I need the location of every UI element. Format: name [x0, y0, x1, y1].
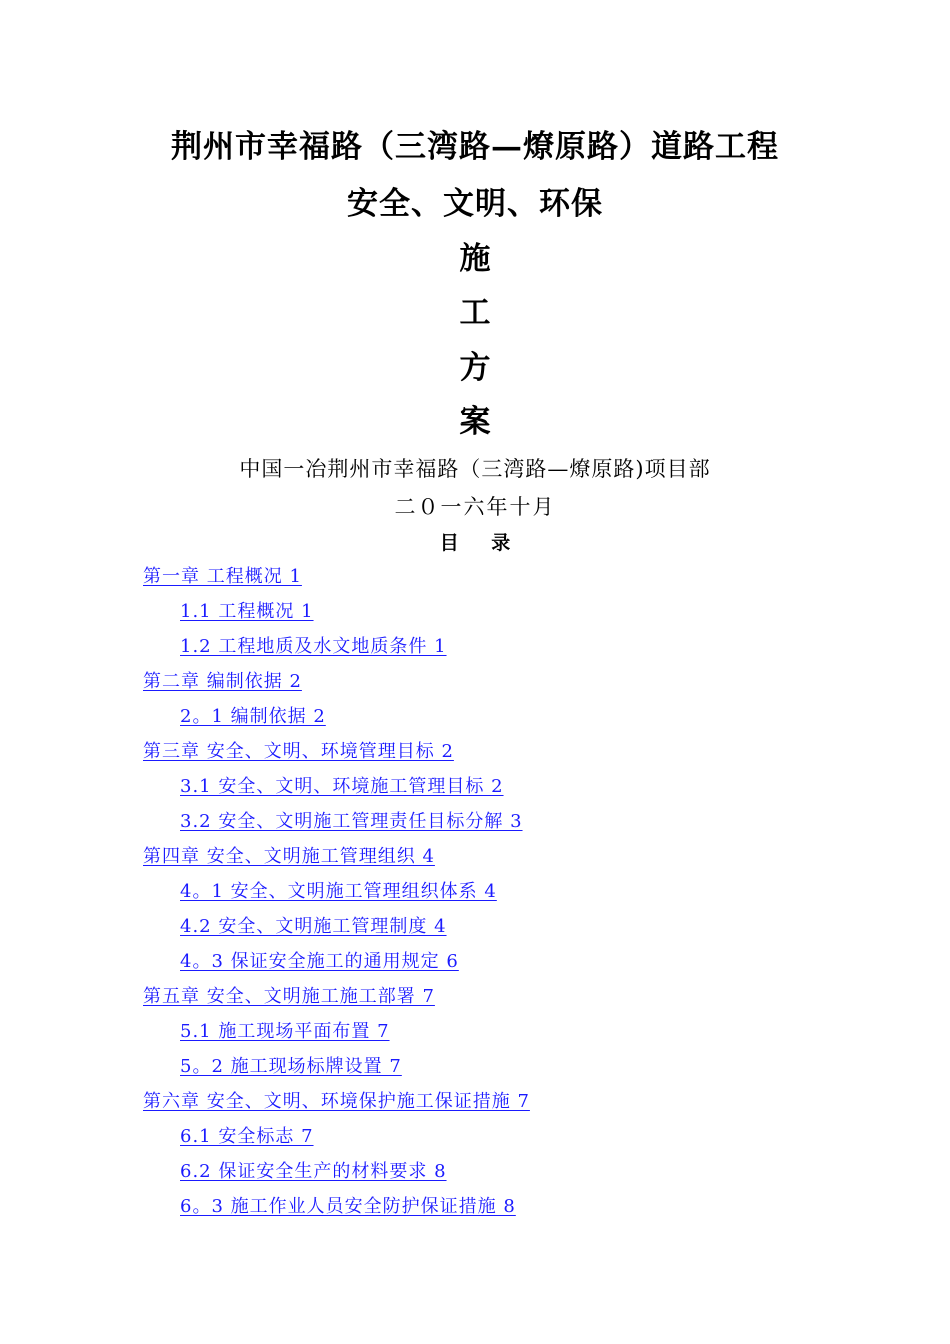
- title-char-an: 案: [459, 404, 491, 440]
- title-char-gong: 工: [459, 295, 491, 331]
- toc-section-item: [0, 1158, 950, 1193]
- toc-chapter-link[interactable]: 第五章 安全、文明施工施工部署 7: [143, 986, 435, 1007]
- toc-chapter-item: [0, 1088, 950, 1123]
- toc-section-item: [0, 1053, 950, 1088]
- toc-section-item: [0, 1018, 950, 1053]
- document-title-line-2: 安全、文明、环保: [347, 186, 603, 222]
- toc-chapter-item: [0, 563, 950, 598]
- toc-section-link[interactable]: 4.2 安全、文明施工管理制度 4: [180, 916, 447, 937]
- toc-chapter-link[interactable]: 第四章 安全、文明施工管理组织 4: [143, 846, 435, 867]
- toc-section-item: [0, 1193, 950, 1228]
- toc-section-item: [0, 878, 950, 913]
- toc-section-link[interactable]: 5。2 施工现场标牌设置 7: [180, 1056, 402, 1077]
- toc-section-item: [0, 808, 950, 843]
- toc-section-item: [0, 913, 950, 948]
- toc-chapter-item: [0, 843, 950, 878]
- toc-heading: 目 录: [439, 532, 511, 554]
- toc-section-link[interactable]: 5.1 施工现场平面布置 7: [180, 1021, 390, 1042]
- toc-section-link[interactable]: 1.1 工程概况 1: [180, 601, 314, 622]
- toc-section-item: [0, 1123, 950, 1158]
- toc-section-link[interactable]: 4。1 安全、文明施工管理组织体系 4: [180, 881, 497, 902]
- toc-chapter-link[interactable]: 第二章 编制依据 2: [143, 671, 302, 692]
- toc-chapter-link[interactable]: 第六章 安全、文明、环境保护施工保证措施 7: [143, 1091, 530, 1112]
- toc-section-item: [0, 598, 950, 633]
- toc-section-item: [0, 948, 950, 983]
- toc-section-link[interactable]: 3.1 安全、文明、环境施工管理目标 2: [180, 776, 504, 797]
- toc-chapter-item: [0, 668, 950, 703]
- toc-section-link[interactable]: 3.2 安全、文明施工管理责任目标分解 3: [180, 811, 523, 832]
- toc-section-link[interactable]: 6。3 施工作业人员安全防护保证措施 8: [180, 1196, 516, 1217]
- document-date: 二０一六年十月: [394, 495, 556, 519]
- toc-section-item: [0, 773, 950, 808]
- document-title-line-1: 荆州市幸福路（三湾路—燎原路）道路工程: [171, 129, 779, 165]
- organization-name: 中国一冶荆州市幸福路（三湾路—燎原路)项目部: [239, 457, 711, 481]
- table-of-contents: [0, 563, 950, 1228]
- toc-section-link[interactable]: 1.2 工程地质及水文地质条件 1: [180, 636, 447, 657]
- toc-section-item: [0, 633, 950, 668]
- toc-section-item: [0, 703, 950, 738]
- toc-chapter-link[interactable]: 第三章 安全、文明、环境管理目标 2: [143, 741, 454, 762]
- toc-chapter-link[interactable]: 第一章 工程概况 1: [143, 566, 302, 587]
- title-char-shi: 施: [459, 241, 491, 277]
- toc-section-link[interactable]: 4。3 保证安全施工的通用规定 6: [180, 951, 459, 972]
- toc-chapter-item: [0, 738, 950, 773]
- title-char-fang: 方: [459, 350, 491, 386]
- toc-chapter-item: [0, 983, 950, 1018]
- toc-section-link[interactable]: 6.2 保证安全生产的材料要求 8: [180, 1161, 447, 1182]
- toc-section-link[interactable]: 2。1 编制依据 2: [180, 706, 326, 727]
- toc-section-link[interactable]: 6.1 安全标志 7: [180, 1126, 314, 1147]
